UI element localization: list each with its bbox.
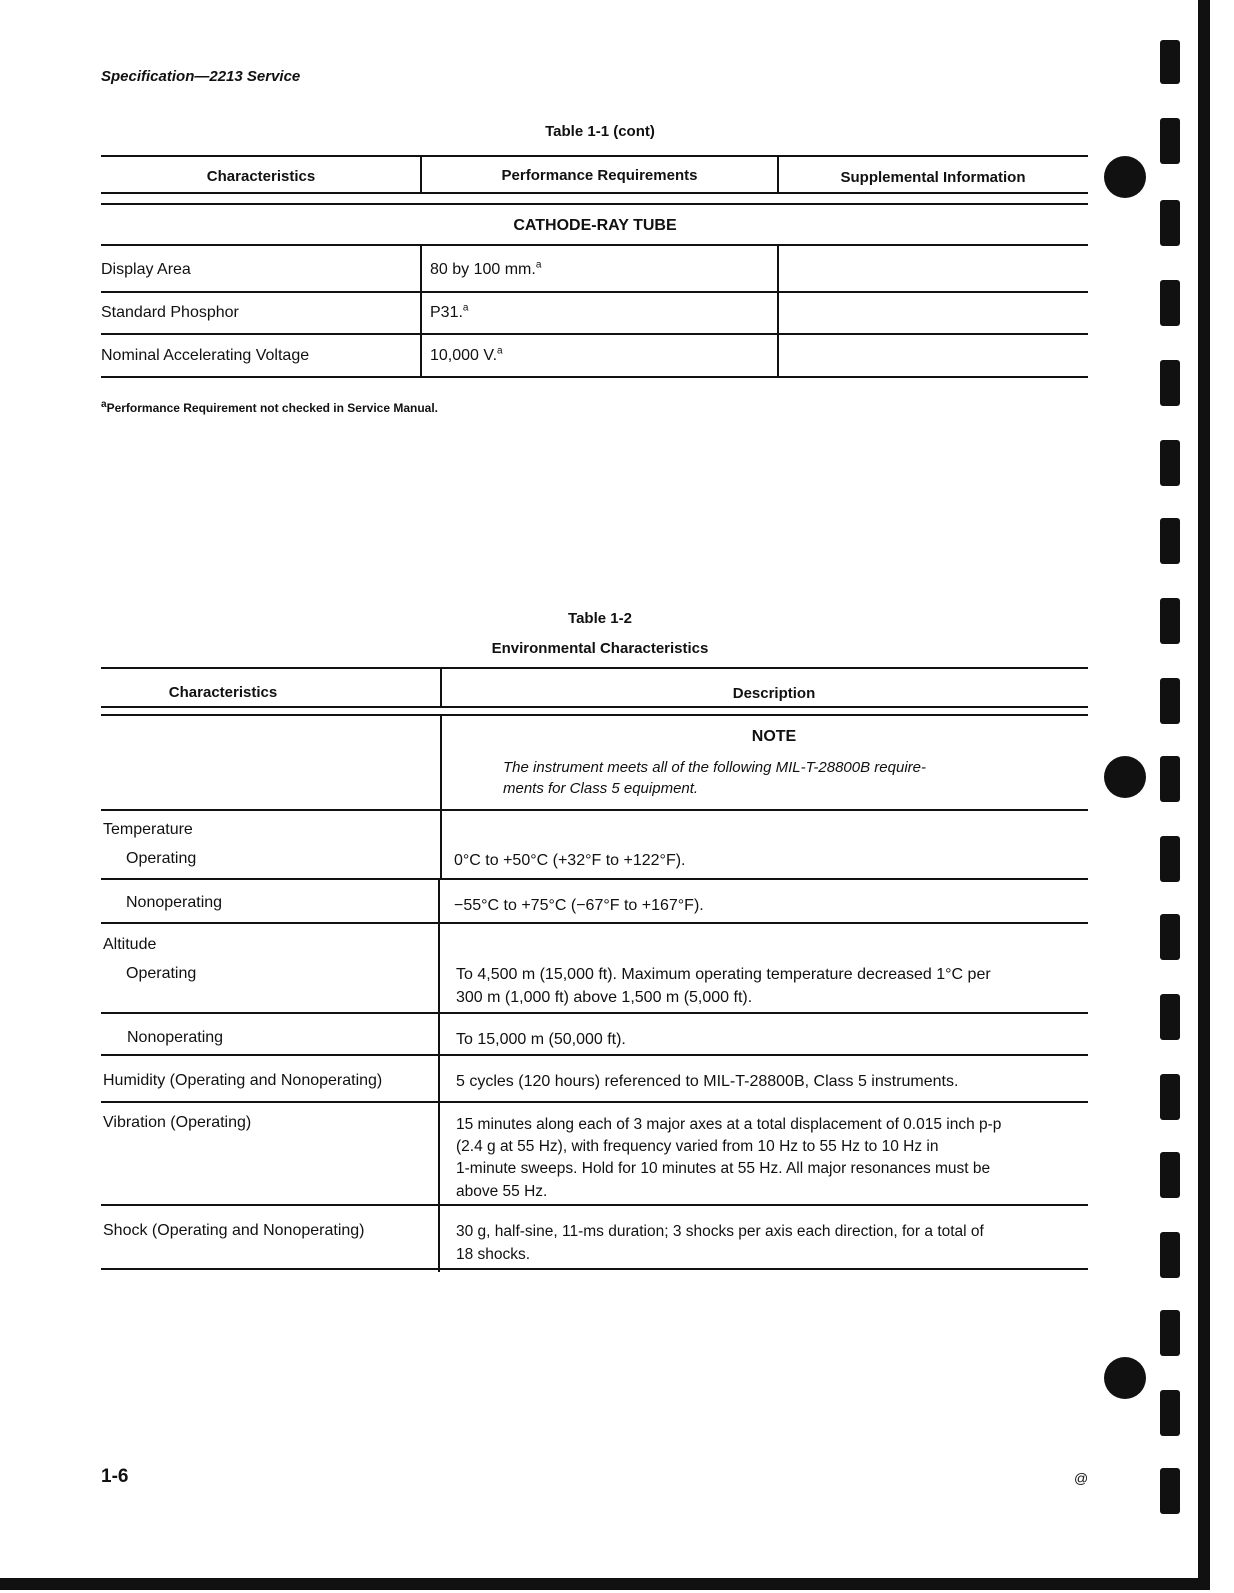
scan-edge [0, 1578, 1210, 1590]
table1-row-characteristic: Display Area [101, 261, 191, 278]
table1-footnote: $^a$Performance Requirement not checked in Service Manual. [101, 399, 439, 415]
binder-tab-mark [1160, 756, 1180, 802]
table2-row-rule [101, 1101, 1088, 1103]
table2-row-rule [101, 1204, 1088, 1206]
table1-row-requirement: P31.$^a$ [430, 302, 469, 321]
table2-row-description: 300 m (1,000 ft) above 1,500 m (5,000 ft). [456, 989, 753, 1006]
binder-tab-mark [1160, 1152, 1180, 1198]
table1-row-characteristic: Standard Phosphor [101, 304, 239, 321]
footnote-mark: a [497, 345, 503, 357]
table1-section-heading: CATHODE-RAY TUBE [513, 217, 677, 234]
table1-header-rule [101, 203, 1088, 205]
table2-row-description: 5 cycles (120 hours) referenced to MIL-T-28800B, Class 5 instruments. [456, 1073, 959, 1090]
table2-col-description: Description [732, 685, 816, 702]
table2-row-description: (2.4 g at 55 Hz), with frequency varied from 10 Hz to 55 Hz to 10 Hz in [456, 1138, 939, 1155]
footnote-mark: a [462, 302, 469, 314]
binder-tab-mark [1160, 836, 1180, 882]
binder-tab-mark [1160, 994, 1180, 1040]
running-header: Specification—2213 Service [101, 68, 301, 85]
table1-top-rule [101, 155, 1088, 157]
table1-header-divider [777, 156, 779, 192]
binder-tab-mark [1160, 1310, 1180, 1356]
table2-row-description: above 55 Hz. [456, 1183, 548, 1200]
table2-row-description: 0°C to +50°C (+32°F to +122°F). [454, 852, 686, 869]
table2-subtitle: Environmental Characteristics [491, 640, 709, 657]
binder-tab-mark [1160, 914, 1180, 960]
binder-tab-mark [1160, 40, 1180, 84]
table2-row-subcharacteristic: Nonoperating [127, 1029, 224, 1046]
binder-tab-mark [1160, 1468, 1180, 1514]
table2-row-description: To 15,000 m (50,000 ft). [456, 1031, 626, 1048]
table1-bottom-rule [101, 376, 1088, 378]
table2-header-divider [440, 668, 442, 707]
binder-tab-mark [1160, 118, 1180, 164]
table2-row-rule [101, 1054, 1088, 1056]
table2-note-text: The instrument meets all of the following MIL-T-28800B require- [503, 759, 926, 776]
table2-row-description: −55°C to +75°C (−67°F to +167°F). [454, 897, 704, 914]
table1-row-rule [101, 244, 1088, 246]
table1-title: Table 1-1 (cont) [545, 123, 655, 140]
table1-row-requirement: 80 by 100 mm.$^a$ [430, 259, 542, 278]
table1-col-performance: Performance Requirements [501, 167, 698, 184]
table2-row-rule [101, 878, 1088, 880]
table1-col-divider [420, 245, 422, 377]
binder-tab-mark [1160, 518, 1180, 564]
table2-row-characteristic: Temperature [103, 821, 193, 838]
table1-header-rule [101, 192, 1088, 194]
table2-row-characteristic: Humidity (Operating and Nonoperating) [103, 1072, 383, 1089]
binder-tab-mark [1160, 1390, 1180, 1436]
table2-note-text: ments for Class 5 equipment. [503, 780, 699, 797]
table1-col-supplemental: Supplemental Information [840, 169, 1026, 186]
copyright-symbol: @ [1074, 1470, 1089, 1486]
binder-tab-mark [1160, 598, 1180, 644]
table2-col-divider [438, 880, 440, 1272]
binder-tab-mark [1160, 360, 1180, 406]
table2-bottom-rule [101, 1268, 1088, 1270]
table2-row-characteristic: Vibration (Operating) [103, 1114, 252, 1131]
table2-header-rule [101, 714, 1088, 716]
table2-row-subcharacteristic: Nonoperating [126, 894, 223, 911]
page-number: 1-6 [101, 1466, 129, 1487]
binder-tab-mark [1160, 280, 1180, 326]
table2-title: Table 1-2 [568, 610, 632, 627]
table2-row-description: To 4,500 m (15,000 ft). Maximum operating temperature decreased 1°C per [456, 966, 991, 983]
binder-hole [1104, 1357, 1146, 1399]
table2-row-subcharacteristic: Operating [126, 850, 197, 867]
table1-col-divider [777, 245, 779, 377]
table2-row-rule [101, 809, 1088, 811]
scan-edge [1198, 0, 1210, 1580]
table2-row-description: 1-minute sweeps. Hold for 10 minutes at 55 Hz. All major resonances must be [456, 1160, 991, 1177]
table2-row-subcharacteristic: Operating [126, 965, 197, 982]
table1-col-characteristics: Characteristics [206, 168, 316, 185]
table2-row-description: 30 g, half-sine, 11-ms duration; 3 shocks per axis each direction, for a total of [456, 1223, 984, 1240]
table2-row-characteristic: Shock (Operating and Nonoperating) [103, 1222, 365, 1239]
table2-row-description: 15 minutes along each of 3 major axes at a total displacement of 0.015 inch p-p [456, 1116, 1002, 1133]
binder-tab-mark [1160, 678, 1180, 724]
binder-tab-mark [1160, 200, 1180, 246]
table2-row-rule [101, 1012, 1088, 1014]
footnote-mark: a [535, 259, 542, 271]
table1-row-requirement: 10,000 V.$^a$ [430, 345, 503, 364]
table2-row-characteristic: Altitude [103, 936, 157, 953]
table2-row-description: 18 shocks. [456, 1246, 531, 1263]
table2-col-characteristics: Characteristics [168, 684, 278, 701]
table2-note-heading: NOTE [751, 728, 797, 745]
table1-row-characteristic: Nominal Accelerating Voltage [101, 347, 310, 364]
binder-tab-mark [1160, 1074, 1180, 1120]
table2-row-rule [101, 922, 1088, 924]
binder-tab-mark [1160, 440, 1180, 486]
table2-top-rule [101, 667, 1088, 669]
binder-tab-mark [1160, 1232, 1180, 1278]
table1-row-rule [101, 333, 1088, 335]
table1-header-divider [420, 156, 422, 192]
table1-row-rule [101, 291, 1088, 293]
table2-header-rule [101, 706, 1088, 708]
binder-hole [1104, 756, 1146, 798]
binder-hole [1104, 156, 1146, 198]
